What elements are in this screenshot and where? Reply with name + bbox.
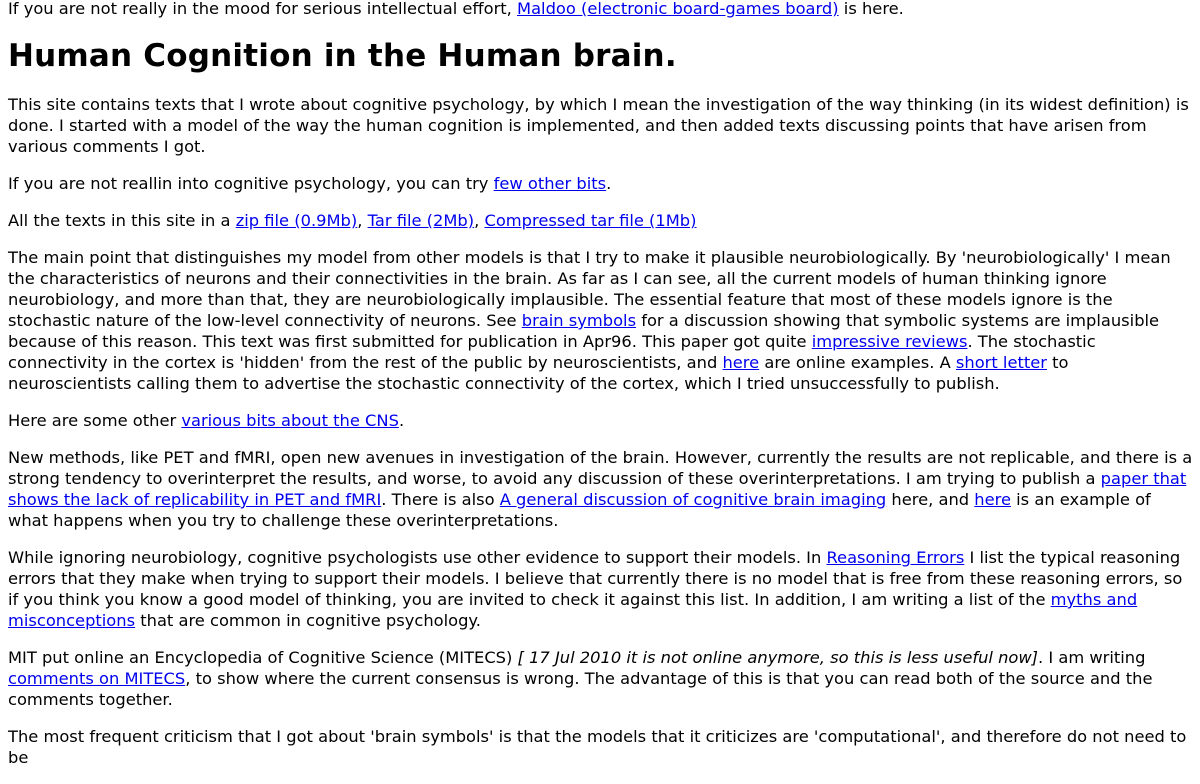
- intro-text-end: is here.: [838, 0, 904, 18]
- maldoo-link[interactable]: Maldoo (electronic board-games board): [517, 0, 839, 18]
- mitecs-text-1: MIT put online an Encyclopedia of Cognitive Science (MITECS): [8, 648, 518, 667]
- page-title: Human Cognition in the Human brain.: [8, 38, 677, 74]
- mitecs-note: [ 17 Jul 2010 it is not online anymore, so this is less useful now]: [517, 648, 1039, 667]
- imaging-text-1: New methods, like PET and fMRI, open new avenues in investigation of the brain. However, currently the results are not replicable, and there is a strong tendency to overinterpret the results, and worse, to avoid any discussion of these overinterpretations. I am trying to publish a: [8, 448, 1193, 488]
- imaging-text-2: . There is also: [381, 490, 500, 509]
- intro-paragraph: [8, 0, 1194, 19]
- online-examples-link[interactable]: here: [722, 353, 760, 372]
- other-bits-text: If you are not reallin into cognitive psychology, you can try: [8, 174, 494, 193]
- main-point-text-2: for a discussion showing that symbolic systems are implausible because of this reason. This text was first submitted for publication in Apr96. This paper got quite: [8, 311, 1160, 351]
- replicability-paper-link[interactable]: paper that shows the lack of replicability in PET and fMRI: [8, 469, 1187, 509]
- site-description-paragraph: This site contains texts that I wrote about cognitive psychology, by which I mean the investigation of the way thinking (in its widest definition) is done. I started with a model of the way the human cognition is implemented, and then added texts discussing points that have arisen from various comments I got.: [8, 95, 1189, 156]
- myths-misconceptions-link[interactable]: myths and misconceptions: [8, 590, 1138, 630]
- downloads-paragraph: [8, 210, 1194, 231]
- mitecs-comments-link[interactable]: comments on MITECS: [8, 669, 186, 688]
- other-bits-text-end: .: [606, 174, 612, 193]
- intro-text: If you are not really in the mood for serious intellectual effort,: [8, 0, 518, 18]
- cns-bits-link[interactable]: various bits about the CNS: [181, 411, 399, 430]
- tar-file-link[interactable]: Tar file (2Mb): [367, 211, 475, 230]
- reasoning-text-2: I list the typical reasoning errors that they make when trying to support their models. I believe that currently there is no model that is free from these reasoning errors, so if you think you know a good model of thinking, you are invited to check it against this list. In addition, I am writing a list of the: [8, 548, 1183, 609]
- reasoning-paragraph: [8, 547, 1194, 631]
- imaging-paragraph: [8, 447, 1194, 531]
- cns-paragraph: [8, 410, 1194, 431]
- few-other-bits-link[interactable]: few other bits: [493, 174, 607, 193]
- reasoning-text-3: that are common in cognitive psychology.: [135, 611, 481, 630]
- downloads-sep-2: ,: [474, 211, 485, 230]
- mitecs-text-2: . I am writing: [1038, 648, 1146, 667]
- reasoning-text-1: While ignoring neurobiology, cognitive psychologists use other evidence to support their models. In: [8, 548, 827, 567]
- impressive-reviews-link[interactable]: impressive reviews: [811, 332, 968, 351]
- mitecs-paragraph: [8, 647, 1194, 710]
- main-point-paragraph: [8, 247, 1194, 394]
- main-point-text-5: to neuroscientists calling them to advertise the stochastic connectivity of the cortex, which I tried unsuccessfully to publish.: [8, 353, 1069, 393]
- short-letter-link[interactable]: short letter: [955, 353, 1047, 372]
- mitecs-text-3: , to show where the current consensus is wrong. The advantage of this is that you can read both of the source and the comments together.: [8, 669, 1153, 709]
- imaging-text-4: is an example of what happens when you try to challenge these overinterpretations.: [8, 490, 1151, 530]
- criticism-paragraph: The most frequent criticism that I got about 'brain symbols' is that the models that it criticizes are 'computational', and therefore do not need to be: [8, 727, 1187, 767]
- main-point-text-3: . The stochastic connectivity in the cortex is 'hidden' from the rest of the public by neuroscientists, and: [8, 332, 1096, 372]
- compressed-tar-link[interactable]: Compressed tar file (1Mb): [484, 211, 697, 230]
- downloads-sep-1: ,: [357, 211, 368, 230]
- other-bits-paragraph: [8, 173, 1194, 194]
- document-body: [8, 0, 1194, 784]
- downloads-text: All the texts in this site in a: [8, 211, 236, 230]
- cns-text-end: .: [398, 411, 405, 430]
- cns-text: Here are some other: [8, 411, 182, 430]
- zip-file-link[interactable]: zip file (0.9Mb): [235, 211, 358, 230]
- main-point-text-1: The main point that distinguishes my model from other models is that I try to make it plausible neurobiologically. By 'neurobiologically' I mean the characteristics of neurons and their connectivities in the brain. As far as I can see, all the current models of human thinking ignore neurobiology, and more than that, they are neurobiologically implausible. The essential feature that most of these models ignore is the stochastic nature of the low-level connectivity of neurons. See: [8, 248, 1171, 330]
- brain-symbols-link[interactable]: brain symbols: [521, 311, 637, 330]
- reasoning-errors-link[interactable]: Reasoning Errors: [826, 548, 965, 567]
- imaging-text-3: here, and: [886, 490, 975, 509]
- main-point-text-4: are online examples. A: [759, 353, 956, 372]
- brain-imaging-discussion-link[interactable]: A general discussion of cognitive brain imaging: [499, 490, 887, 509]
- challenge-example-link[interactable]: here: [974, 490, 1011, 509]
